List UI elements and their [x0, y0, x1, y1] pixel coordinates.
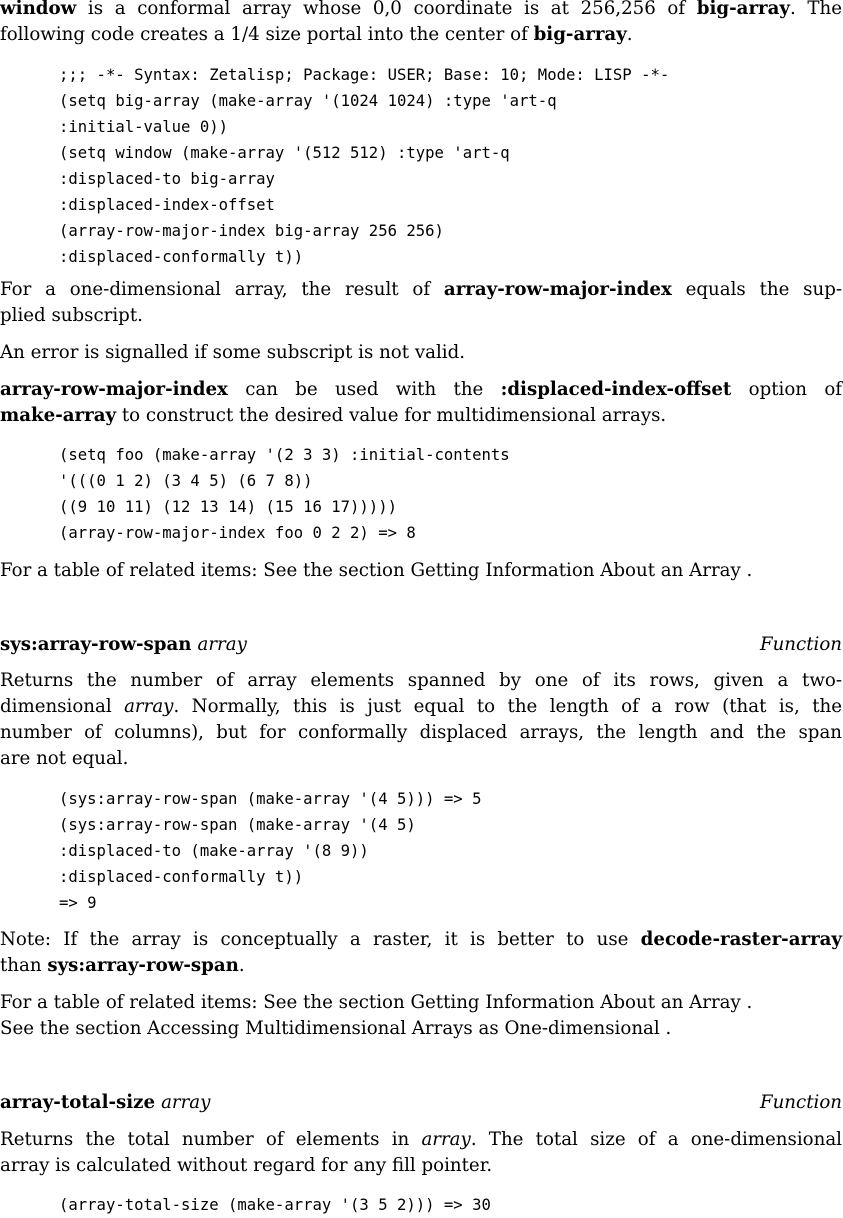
term-displaced-index-offset: :displaced-index-offset: [500, 379, 732, 400]
code-line: :displaced-index-offset: [59, 196, 275, 214]
code-block-array-row-span: [59, 786, 481, 916]
function-definition-header: [0, 1090, 842, 1116]
argument-reference: array: [124, 696, 174, 717]
text-line: following code creates a 1/4 size portal into the center of big-array.: [0, 24, 633, 45]
definition-kind: Function: [759, 1092, 842, 1113]
code-block-foo: [59, 442, 510, 546]
code-line: :displaced-to (make-array '(8 9)): [59, 842, 369, 860]
argument-reference: array: [421, 1129, 471, 1150]
paragraph-array-total-size-description: Returns the total number of elements in array. The total size of a one-dimensional array is calculated without regard for any fill pointer.: [0, 1129, 842, 1176]
function-definition-header: [0, 632, 842, 658]
code-line: (array-row-major-index big-array 256 256): [59, 222, 444, 240]
code-line: (array-row-major-index foo 0 2 2) => 8: [59, 524, 416, 542]
text-line: window is a conformal array whose 0,0 coordinate is at 256,256 of big-array. The: [0, 0, 842, 19]
code-line: (array-total-size (make-array '(3 5 2))) => 30: [59, 1196, 491, 1214]
code-block-array-total-size: [59, 1192, 491, 1218]
term-array-row-major-index: array-row-major-index: [443, 279, 672, 300]
code-line: (setq big-array (make-array '(1024 1024) :type 'art-q: [59, 92, 557, 110]
code-block-big-array: [59, 62, 669, 270]
function-argument: array: [197, 634, 247, 655]
paragraph-related-items: For a table of related items: See the section Getting Information About an Array .: [0, 560, 753, 581]
function-name: sys:array-row-span: [0, 634, 192, 655]
term-window: window: [0, 0, 77, 19]
paragraph-see-also: For a table of related items: See the section Getting Information About an Array . See the section Accessing Multidimensional Arrays as One-dimensional .: [0, 992, 753, 1039]
paragraph-window-description: [0, 0, 842, 48]
paragraph-one-dimensional: For a one-dimensional array, the result of array-row-major-index equals the sup- plied subscript.: [0, 279, 843, 326]
term-array-row-major-index: array-row-major-index: [0, 379, 228, 400]
function-argument: array: [161, 1092, 211, 1113]
code-line: :displaced-to big-array: [59, 170, 275, 188]
code-line: (setq foo (make-array '(2 3 3) :initial-contents: [59, 446, 510, 464]
term-big-array: big-array: [696, 0, 790, 19]
paragraph-error-note: An error is signalled if some subscript is not valid.: [0, 342, 466, 363]
term-big-array: big-array: [533, 24, 627, 45]
code-line: :displaced-conformally t)): [59, 248, 304, 266]
function-name: array-total-size: [0, 1092, 156, 1113]
code-line: ;;; -*- Syntax: Zetalisp; Package: USER; Base: 10; Mode: LISP -*-: [59, 66, 670, 84]
term-sys-array-row-span: sys:array-row-span: [47, 955, 239, 976]
term-decode-raster-array: decode-raster-array: [640, 929, 842, 950]
code-line: (sys:array-row-span (make-array '(4 5): [59, 816, 416, 834]
code-line: (sys:array-row-span (make-array '(4 5))) => 5: [59, 790, 482, 808]
paragraph-raster-note: Note: If the array is conceptually a raster, it is better to use decode-raster-array than sys:array-row-span.: [0, 929, 842, 976]
code-line: '(((0 1 2) (3 4 5) (6 7 8)): [59, 472, 313, 490]
code-line: ((9 10 11) (12 13 14) (15 16 17))))): [59, 498, 397, 516]
definition-kind: Function: [759, 634, 842, 655]
term-make-array: make-array: [0, 405, 117, 426]
paragraph-displaced-index-offset: array-row-major-index can be used with the :displaced-index-offset option of make-array to construct the desired value for multidimensional arrays.: [0, 379, 842, 426]
code-line: => 9: [59, 894, 97, 912]
code-line: :initial-value 0)): [59, 118, 228, 136]
code-line: (setq window (make-array '(512 512) :type 'art-q: [59, 144, 510, 162]
code-line: :displaced-conformally t)): [59, 868, 304, 886]
paragraph-array-row-span-description: Returns the number of array elements spanned by one of its rows, given a two- dimensional array. Normally, this is just equal to the length of a row (that is, the number of columns), but for conformally displaced arrays, the length and the span are not equal.: [0, 670, 843, 769]
